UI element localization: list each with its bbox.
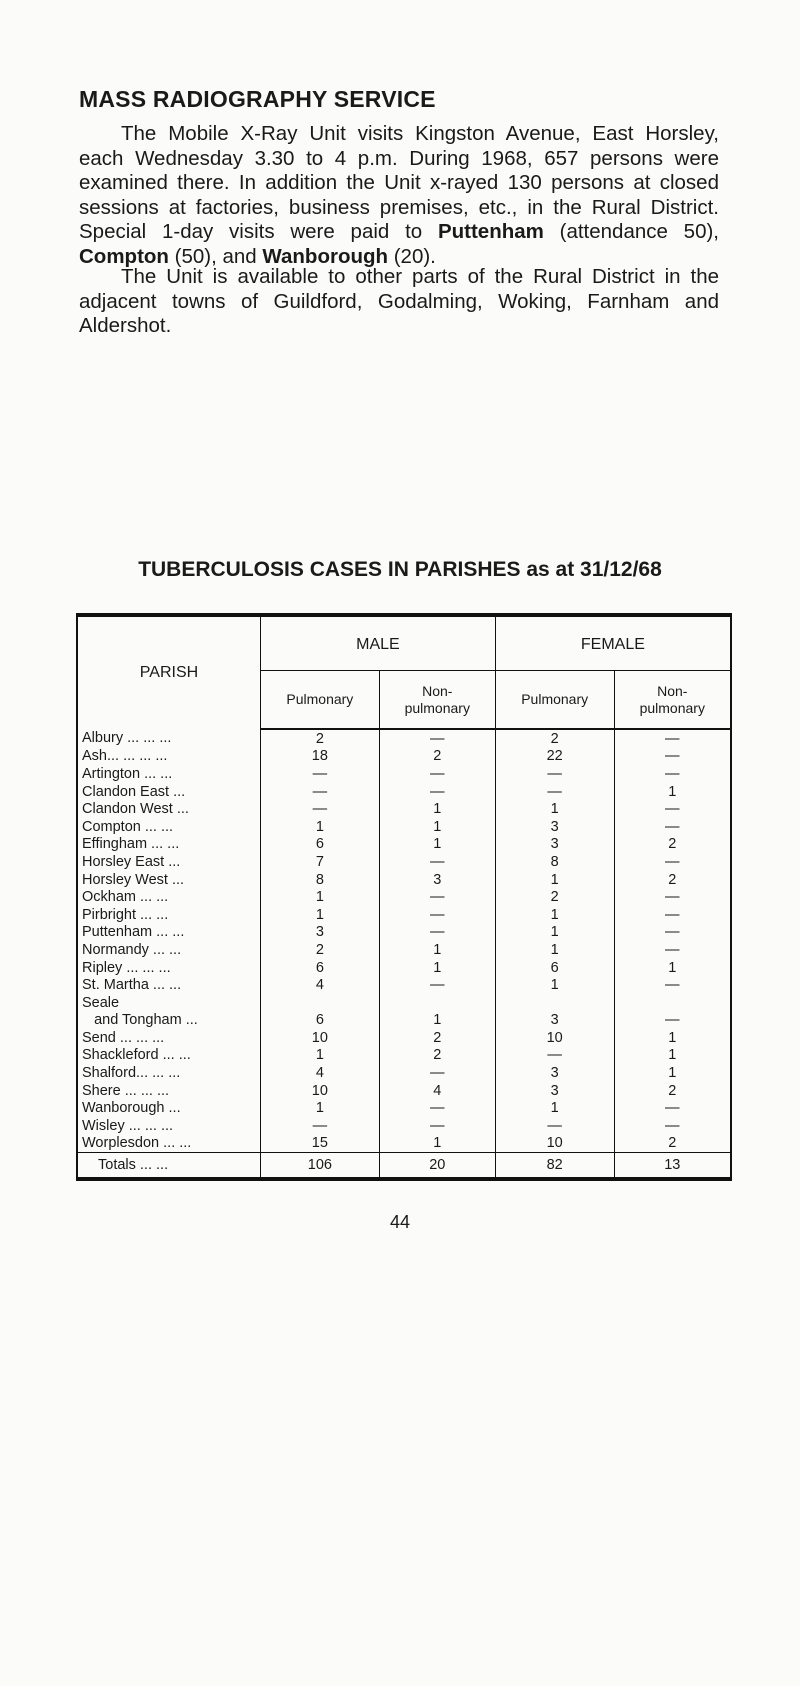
value-cell-m-p: 10 — [261, 1082, 380, 1100]
value-cell-m-np: 2 — [379, 1047, 495, 1065]
value-cell-m-np: — — [379, 1117, 495, 1135]
value-cell-f-p: 6 — [495, 959, 614, 977]
table-row — [77, 1012, 731, 1030]
value-cell-f-np: — — [614, 1012, 731, 1030]
table-row — [77, 941, 731, 959]
value-cell-m-p: 8 — [261, 871, 380, 889]
value-cell-m-np: — — [379, 1064, 495, 1082]
intro-bold-wanborough: Wanborough — [262, 244, 389, 268]
value-cell-m-p: 6 — [261, 1012, 380, 1030]
table-row — [77, 836, 731, 854]
total-cell-f-p: 82 — [495, 1153, 614, 1180]
value-cell-m-np: 1 — [379, 836, 495, 854]
value-cell-f-np: — — [614, 1099, 731, 1117]
intro-text-a: The Mobile X-Ray Unit visits Kingston Avenue, East Horsley, each Wednesday 3.30 to 4 p.m. During 1968, 657 persons were examined there. In addition the Unit x-rayed 130 persons at closed sessions at factories, business premises, etc., in the Rural District. Special 1-day visits were paid to — [79, 122, 719, 243]
page-title: MASS RADIOGRAPHY SERVICE — [79, 86, 436, 112]
value-cell-m-p: 3 — [261, 924, 380, 942]
value-cell-m-np: 1 — [379, 1135, 495, 1153]
value-cell-f-np: — — [614, 924, 731, 942]
value-cell-f-np: 1 — [614, 1064, 731, 1082]
table-row — [77, 1099, 731, 1117]
value-cell-m-np: — — [379, 976, 495, 994]
value-cell-f-p: 2 — [495, 888, 614, 906]
value-cell-m-p: 15 — [261, 1135, 380, 1153]
value-cell-m-p: 4 — [261, 976, 380, 994]
total-cell-m-p: 106 — [261, 1153, 380, 1180]
value-cell-m-np: 1 — [379, 959, 495, 977]
value-cell-f-np: — — [614, 941, 731, 959]
value-cell-f-p: — — [495, 783, 614, 801]
value-cell-f-np: — — [614, 765, 731, 783]
value-cell-f-p: 1 — [495, 800, 614, 818]
female-non-pulmonary-header: Non- pulmonary — [614, 671, 731, 730]
table-title: TUBERCULOSIS CASES IN PARISHES as at 31/12/68 — [138, 558, 662, 581]
parish-name-cell: Ash... ... ... ... — [77, 748, 261, 766]
male-non-pulmonary-header: Non- pulmonary — [379, 671, 495, 730]
value-cell-m-p: — — [261, 765, 380, 783]
value-cell-m-np: 2 — [379, 748, 495, 766]
intro-text-c: (attendance 50), — [543, 220, 719, 243]
value-cell-m-np: 1 — [379, 800, 495, 818]
value-cell-m-p: 2 — [261, 729, 380, 748]
value-cell-m-np: — — [379, 783, 495, 801]
table-row — [77, 1117, 731, 1135]
value-cell-f-p: 3 — [495, 818, 614, 836]
male-pulmonary-header: Pulmonary — [261, 671, 380, 730]
value-cell-m-np: — — [379, 906, 495, 924]
value-cell-m-p: 6 — [261, 959, 380, 977]
table-row — [77, 871, 731, 889]
value-cell-f-np: 2 — [614, 1135, 731, 1153]
value-cell-f-p: 3 — [495, 1082, 614, 1100]
tuberculosis-table — [76, 613, 732, 1181]
parish-name-cell: Albury ... ... ... — [77, 729, 261, 748]
table-row — [77, 783, 731, 801]
table-row — [77, 888, 731, 906]
table-body — [77, 729, 731, 1179]
value-cell-m-p: 1 — [261, 888, 380, 906]
table-row — [77, 906, 731, 924]
value-cell-f-p: 1 — [495, 941, 614, 959]
value-cell-f-np: 1 — [614, 959, 731, 977]
value-cell-f-np: — — [614, 748, 731, 766]
value-cell-m-np: 3 — [379, 871, 495, 889]
value-cell-m-np: 2 — [379, 1029, 495, 1047]
value-cell-f-p: 1 — [495, 924, 614, 942]
value-cell-f-np: 1 — [614, 1047, 731, 1065]
value-cell-m-p: 18 — [261, 748, 380, 766]
value-cell-f-np: — — [614, 800, 731, 818]
value-cell-f-p: 1 — [495, 1099, 614, 1117]
table-row — [77, 729, 731, 748]
value-cell-m-p: 6 — [261, 836, 380, 854]
parish-name-cell: Shere ... ... ... — [77, 1082, 261, 1100]
value-cell-m-p: — — [261, 783, 380, 801]
value-cell-m-p — [261, 994, 380, 1012]
value-cell-f-np: — — [614, 818, 731, 836]
value-cell-f-np: — — [614, 729, 731, 748]
totals-row — [77, 1153, 731, 1180]
value-cell-m-np: — — [379, 765, 495, 783]
page-number: 44 — [389, 1212, 411, 1232]
table-row — [77, 1047, 731, 1065]
total-cell-f-np: 13 — [614, 1153, 731, 1180]
table-row — [77, 959, 731, 977]
value-cell-f-np: — — [614, 906, 731, 924]
value-cell-f-p: 3 — [495, 1012, 614, 1030]
parish-name-cell: Seale — [77, 994, 261, 1012]
table-row — [77, 1082, 731, 1100]
parish-name-cell: St. Martha ... ... — [77, 976, 261, 994]
table-row — [77, 748, 731, 766]
value-cell-m-p: — — [261, 800, 380, 818]
female-column-header: FEMALE — [495, 615, 731, 671]
parish-name-cell: Ripley ... ... ... — [77, 959, 261, 977]
parish-name-cell: Worplesdon ... ... — [77, 1135, 261, 1153]
parish-name-cell: Clandon West ... — [77, 800, 261, 818]
parish-name-cell: Shalford... ... ... — [77, 1064, 261, 1082]
value-cell-f-p — [495, 994, 614, 1012]
value-cell-f-np: — — [614, 976, 731, 994]
value-cell-f-np: — — [614, 888, 731, 906]
value-cell-m-np: — — [379, 924, 495, 942]
value-cell-f-np: — — [614, 853, 731, 871]
parish-name-cell: Wanborough ... — [77, 1099, 261, 1117]
parish-name-cell: Send ... ... ... — [77, 1029, 261, 1047]
value-cell-f-p: 8 — [495, 853, 614, 871]
parish-name-cell: Effingham ... ... — [77, 836, 261, 854]
value-cell-f-np: 1 — [614, 1029, 731, 1047]
value-cell-f-np: 2 — [614, 836, 731, 854]
parish-name-cell: Pirbright ... ... — [77, 906, 261, 924]
value-cell-m-p: 1 — [261, 1099, 380, 1117]
value-cell-f-p: 10 — [495, 1029, 614, 1047]
value-cell-f-p: 1 — [495, 871, 614, 889]
value-cell-m-p: 1 — [261, 818, 380, 836]
intro-text-d: (50), and — [168, 244, 263, 268]
value-cell-f-np: — — [614, 1117, 731, 1135]
intro-bold-compton: Compton — [79, 244, 169, 268]
parish-name-cell: Wisley ... ... ... — [77, 1117, 261, 1135]
value-cell-f-p: 10 — [495, 1135, 614, 1153]
parish-column-header: PARISH — [77, 615, 261, 729]
parish-name-cell: and Tongham ... — [77, 1012, 261, 1030]
value-cell-f-p: 3 — [495, 836, 614, 854]
table-row — [77, 765, 731, 783]
totals-label: Totals ... ... — [77, 1153, 261, 1180]
value-cell-f-np — [614, 994, 731, 1012]
value-cell-m-p: 1 — [261, 906, 380, 924]
table-row — [77, 800, 731, 818]
value-cell-f-p: — — [495, 765, 614, 783]
table-row — [77, 994, 731, 1012]
parish-name-cell: Artington ... ... — [77, 765, 261, 783]
value-cell-f-p: — — [495, 1117, 614, 1135]
table-row — [77, 976, 731, 994]
value-cell-m-np: — — [379, 1099, 495, 1117]
value-cell-f-np: 2 — [614, 1082, 731, 1100]
value-cell-f-p: — — [495, 1047, 614, 1065]
parish-name-cell: Ockham ... ... — [77, 888, 261, 906]
value-cell-m-p: 1 — [261, 1047, 380, 1065]
value-cell-m-np — [379, 994, 495, 1012]
intro-paragraph — [79, 122, 719, 269]
value-cell-f-p: 22 — [495, 748, 614, 766]
value-cell-f-np: 1 — [614, 783, 731, 801]
value-cell-f-np: 2 — [614, 871, 731, 889]
value-cell-m-np: 1 — [379, 941, 495, 959]
value-cell-f-p: 1 — [495, 906, 614, 924]
parish-name-cell: Clandon East ... — [77, 783, 261, 801]
value-cell-m-p: — — [261, 1117, 380, 1135]
table-row — [77, 1064, 731, 1082]
parish-name-cell: Shackleford ... ... — [77, 1047, 261, 1065]
value-cell-m-np: 4 — [379, 1082, 495, 1100]
parish-name-cell: Puttenham ... ... — [77, 924, 261, 942]
value-cell-f-p: 2 — [495, 729, 614, 748]
table-row — [77, 853, 731, 871]
value-cell-m-np: — — [379, 729, 495, 748]
tuberculosis-table-container — [76, 613, 732, 1686]
table-row — [77, 924, 731, 942]
table-row — [77, 1135, 731, 1153]
table-row — [77, 818, 731, 836]
table-row — [77, 1029, 731, 1047]
total-cell-m-np: 20 — [379, 1153, 495, 1180]
value-cell-f-p: 1 — [495, 976, 614, 994]
value-cell-m-np: 1 — [379, 818, 495, 836]
value-cell-m-p: 2 — [261, 941, 380, 959]
value-cell-m-p: 4 — [261, 1064, 380, 1082]
value-cell-m-np: — — [379, 853, 495, 871]
parish-name-cell: Horsley East ... — [77, 853, 261, 871]
value-cell-f-p: 3 — [495, 1064, 614, 1082]
availability-paragraph: The Unit is available to other parts of the Rural District in the adjacent towns of Guildford, Godalming, Woking, Farnham and Aldershot. — [79, 265, 719, 337]
intro-bold-puttenham: Puttenham — [437, 220, 544, 243]
value-cell-m-np: — — [379, 888, 495, 906]
male-column-header: MALE — [261, 615, 496, 671]
value-cell-m-p: 10 — [261, 1029, 380, 1047]
intro-text-e: (20). — [388, 244, 436, 268]
parish-name-cell: Compton ... ... — [77, 818, 261, 836]
parish-name-cell: Normandy ... ... — [77, 941, 261, 959]
value-cell-m-np: 1 — [379, 1012, 495, 1030]
female-pulmonary-header: Pulmonary — [495, 671, 614, 730]
parish-name-cell: Horsley West ... — [77, 871, 261, 889]
value-cell-m-p: 7 — [261, 853, 380, 871]
